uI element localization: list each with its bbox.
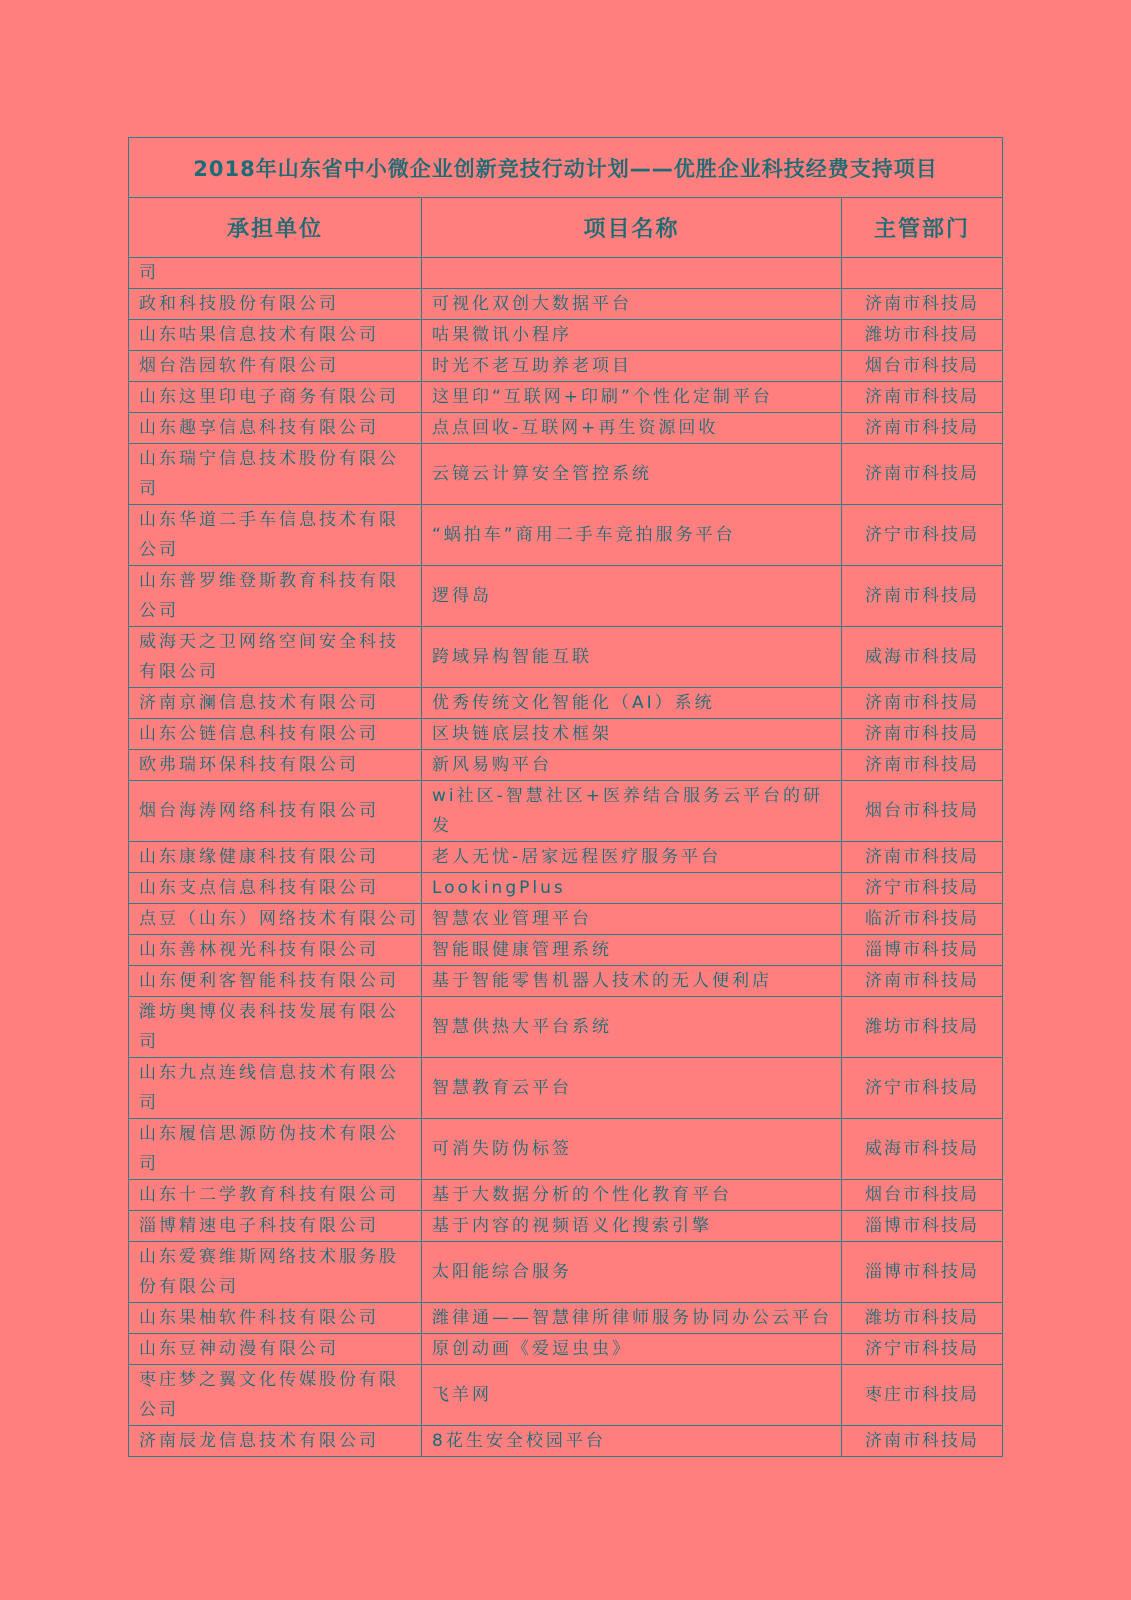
cell-dept: 潍坊市科技局: [842, 997, 1003, 1058]
table-row: [129, 351, 1003, 382]
cell-dept: 潍坊市科技局: [842, 320, 1003, 351]
cell-project: 区块链底层技术框架: [422, 719, 842, 750]
table-row: [129, 505, 1003, 566]
cell-project: 跨域异构智能互联: [422, 627, 842, 688]
cell-unit: 山东支点信息科技有限公司: [129, 873, 422, 904]
cell-dept: 济宁市科技局: [842, 505, 1003, 566]
cell-unit: 山东善林视光科技有限公司: [129, 935, 422, 966]
cell-unit: 山东果柚软件科技有限公司: [129, 1303, 422, 1334]
cell-unit: 山东公链信息科技有限公司: [129, 719, 422, 750]
table-row: [129, 966, 1003, 997]
cell-project: 潍律通——智慧律所律师服务协同办公云平台: [422, 1303, 842, 1334]
table-row: [129, 1334, 1003, 1365]
cell-dept: 济宁市科技局: [842, 1334, 1003, 1365]
cell-unit: 威海天之卫网络空间安全科技有限公司: [129, 627, 422, 688]
table-row: [129, 1242, 1003, 1303]
table-row: [129, 904, 1003, 935]
cell-project: 基于大数据分析的个性化教育平台: [422, 1180, 842, 1211]
cell-unit: 山东九点连线信息技术有限公司: [129, 1058, 422, 1119]
cell-project: 智慧教育云平台: [422, 1058, 842, 1119]
cell-unit: 山东履信思源防伪技术有限公司: [129, 1119, 422, 1180]
table-row: [129, 1211, 1003, 1242]
table-row: [129, 781, 1003, 842]
cell-project: 老人无忧-居家远程医疗服务平台: [422, 842, 842, 873]
cell-dept: 烟台市科技局: [842, 1180, 1003, 1211]
cell-project: wi社区-智慧社区+医养结合服务云平台的研发: [422, 781, 842, 842]
table-row: [129, 1119, 1003, 1180]
cell-dept: 枣庄市科技局: [842, 1365, 1003, 1426]
cell-unit: 政和科技股份有限公司: [129, 289, 422, 320]
cell-project: 时光不老互助养老项目: [422, 351, 842, 382]
cell-unit: 山东便利客智能科技有限公司: [129, 966, 422, 997]
cell-project: 智慧农业管理平台: [422, 904, 842, 935]
cell-dept: 潍坊市科技局: [842, 1303, 1003, 1334]
cell-dept: 淄博市科技局: [842, 1211, 1003, 1242]
cell-project: 8花生安全校园平台: [422, 1426, 842, 1457]
cell-project: 逻得岛: [422, 566, 842, 627]
cell-unit: 济南京澜信息技术有限公司: [129, 688, 422, 719]
table-row: [129, 1058, 1003, 1119]
title-row: [129, 138, 1003, 198]
cell-project: 智能眼健康管理系统: [422, 935, 842, 966]
table-row: [129, 413, 1003, 444]
cell-project: 太阳能综合服务: [422, 1242, 842, 1303]
table-row: [129, 688, 1003, 719]
cell-dept: 济南市科技局: [842, 289, 1003, 320]
table-row: [129, 935, 1003, 966]
cell-dept: 济南市科技局: [842, 842, 1003, 873]
cell-unit: 山东瑞宁信息技术股份有限公司: [129, 444, 422, 505]
cell-dept: 济南市科技局: [842, 382, 1003, 413]
cell-dept: 济宁市科技局: [842, 1058, 1003, 1119]
cell-dept: 济南市科技局: [842, 719, 1003, 750]
table-row: [129, 719, 1003, 750]
cell-dept: 济宁市科技局: [842, 873, 1003, 904]
cell-unit: 济南辰龙信息技术有限公司: [129, 1426, 422, 1457]
cell-unit: 司: [129, 258, 422, 289]
cell-dept: 济南市科技局: [842, 688, 1003, 719]
cell-dept: 济南市科技局: [842, 413, 1003, 444]
cell-unit: 烟台浩园软件有限公司: [129, 351, 422, 382]
cell-dept: [842, 258, 1003, 289]
cell-unit: 山东普罗维登斯教育科技有限公司: [129, 566, 422, 627]
cell-dept: 威海市科技局: [842, 627, 1003, 688]
cell-unit: 山东咕果信息技术有限公司: [129, 320, 422, 351]
cell-project: 基于内容的视频语义化搜索引擎: [422, 1211, 842, 1242]
cell-unit: 山东豆神动漫有限公司: [129, 1334, 422, 1365]
cell-project: [422, 258, 842, 289]
cell-dept: 临沂市科技局: [842, 904, 1003, 935]
table-row: [129, 627, 1003, 688]
table-row: [129, 1303, 1003, 1334]
cell-dept: 烟台市科技局: [842, 351, 1003, 382]
table-row: [129, 1365, 1003, 1426]
cell-dept: 淄博市科技局: [842, 935, 1003, 966]
table-row: [129, 444, 1003, 505]
table-row: [129, 842, 1003, 873]
table-row: [129, 873, 1003, 904]
header-row: [129, 198, 1003, 258]
table-row: [129, 750, 1003, 781]
cell-unit: 山东趣享信息科技有限公司: [129, 413, 422, 444]
cell-project: 优秀传统文化智能化（AI）系统: [422, 688, 842, 719]
cell-project: 智慧供热大平台系统: [422, 997, 842, 1058]
table-row: [129, 1426, 1003, 1457]
table-row: [129, 382, 1003, 413]
cell-project: 可视化双创大数据平台: [422, 289, 842, 320]
cell-project: 点点回收-互联网+再生资源回收: [422, 413, 842, 444]
cell-dept: 济南市科技局: [842, 966, 1003, 997]
cell-dept: 烟台市科技局: [842, 781, 1003, 842]
cell-dept: 淄博市科技局: [842, 1242, 1003, 1303]
cell-unit: 山东华道二手车信息技术有限公司: [129, 505, 422, 566]
cell-project: 新风易购平台: [422, 750, 842, 781]
cell-unit: 山东康缘健康科技有限公司: [129, 842, 422, 873]
cell-project: 飞羊网: [422, 1365, 842, 1426]
funding-table: [128, 137, 1003, 1457]
cell-project: 可消失防伪标签: [422, 1119, 842, 1180]
cell-project: 这里印“互联网+印刷”个性化定制平台: [422, 382, 842, 413]
table-row: [129, 566, 1003, 627]
header-project: 项目名称: [422, 198, 842, 258]
cell-project: “蜗拍车”商用二手车竞拍服务平台: [422, 505, 842, 566]
cell-project: 原创动画《爱逗虫虫》: [422, 1334, 842, 1365]
cell-dept: 威海市科技局: [842, 1119, 1003, 1180]
cell-unit: 潍坊奥博仪表科技发展有限公司: [129, 997, 422, 1058]
table-row: [129, 258, 1003, 289]
cell-unit: 枣庄梦之翼文化传媒股份有限公司: [129, 1365, 422, 1426]
table-row: [129, 1180, 1003, 1211]
cell-unit: 山东爱赛维斯网络技术服务股份有限公司: [129, 1242, 422, 1303]
cell-project: LookingPlus: [422, 873, 842, 904]
cell-unit: 欧弗瑞环保科技有限公司: [129, 750, 422, 781]
cell-unit: 烟台海涛网络科技有限公司: [129, 781, 422, 842]
table-row: [129, 997, 1003, 1058]
table-row: [129, 320, 1003, 351]
cell-project: 基于智能零售机器人技术的无人便利店: [422, 966, 842, 997]
table-row: [129, 289, 1003, 320]
cell-dept: 济南市科技局: [842, 566, 1003, 627]
cell-unit: 淄博精速电子科技有限公司: [129, 1211, 422, 1242]
cell-unit: 山东十二学教育科技有限公司: [129, 1180, 422, 1211]
cell-project: 咕果微讯小程序: [422, 320, 842, 351]
document-title: 2018年山东省中小微企业创新竞技行动计划——优胜企业科技经费支持项目: [129, 138, 1003, 198]
cell-dept: 济南市科技局: [842, 444, 1003, 505]
cell-dept: 济南市科技局: [842, 750, 1003, 781]
cell-unit: 山东这里印电子商务有限公司: [129, 382, 422, 413]
cell-dept: 济南市科技局: [842, 1426, 1003, 1457]
header-dept: 主管部门: [842, 198, 1003, 258]
header-unit: 承担单位: [129, 198, 422, 258]
cell-project: 云镜云计算安全管控系统: [422, 444, 842, 505]
cell-unit: 点豆（山东）网络技术有限公司: [129, 904, 422, 935]
